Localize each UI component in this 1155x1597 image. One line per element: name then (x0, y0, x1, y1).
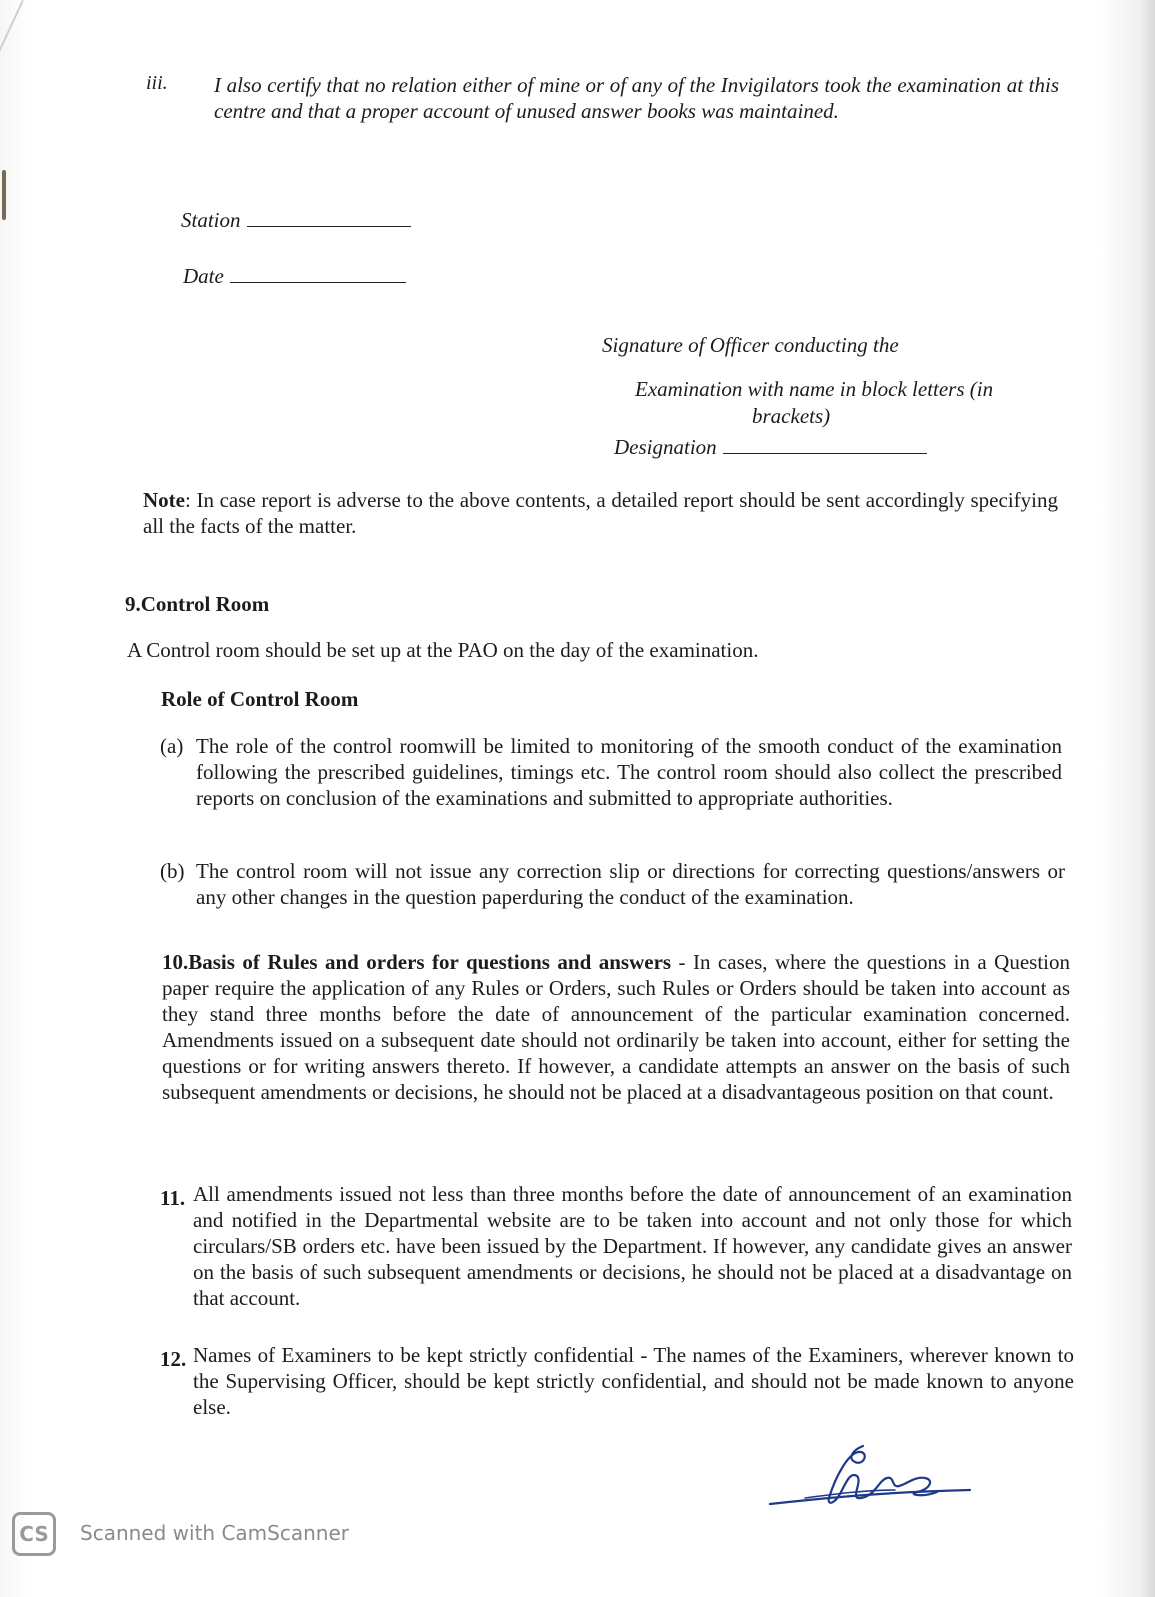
section-10-paragraph (162, 949, 1070, 1105)
page-edge-mark (2, 170, 6, 220)
list-item-text: The control room will not issue any correction slip or directions for correcting questions/answers or any other changes in the question paperduring the conduct of the examination. (196, 859, 1065, 909)
date-label: Date (183, 264, 224, 288)
list-item-label: (b) (160, 859, 185, 883)
handwritten-signature (765, 1440, 980, 1515)
date-blank-line (230, 262, 406, 283)
designation-label: Designation (614, 435, 717, 459)
note-text: : In case report is adverse to the above contents, a detailed report should be sent accordingly specifying all the facts of the matter. (143, 488, 1058, 538)
list-item-label: (a) (160, 734, 184, 758)
note-label: Note (143, 488, 185, 512)
station-blank-line (247, 206, 411, 227)
signature-line-2: Examination with name in block letters (in (635, 377, 994, 401)
station-field (181, 206, 411, 233)
section-11-number: 11. (160, 1186, 186, 1210)
date-field (183, 262, 406, 289)
role-of-control-room-heading: Role of Control Room (161, 687, 359, 711)
designation-blank-line (723, 433, 927, 454)
section-9-heading: 9.Control Room (125, 592, 270, 616)
certification-text: I also certify that no relation either of mine or of any of the Invigilators took the examination at this centre and that a proper account of unused answer books was maintained. (214, 73, 1059, 123)
certification-marker: iii. (146, 72, 168, 94)
signature-line-1: Signature of Officer conducting the (602, 333, 899, 357)
camscanner-watermark-text: Scanned with CamScanner (80, 1521, 349, 1545)
list-item-text: The role of the control roomwill be limited to monitoring of the smooth conduct of the examination following the prescribed guidelines, timings etc. The control room should also collect the prescribed reports on conclusion of the examinations and submitted to appropriate authorities. (196, 734, 1062, 810)
section-12-number: 12. (160, 1347, 187, 1371)
section-9-intro: A Control room should be set up at the PAO on the day of the examination. (127, 638, 759, 662)
section-10-heading: 10.Basis of Rules and orders for questions and answers (162, 950, 672, 974)
list-item (160, 733, 1062, 811)
station-label: Station (181, 208, 241, 232)
section-12 (160, 1342, 1074, 1420)
signature-line-3: brackets) (752, 404, 831, 428)
section-11 (160, 1181, 1072, 1311)
camscanner-logo-icon: CS (12, 1512, 56, 1556)
section-10-text: - In cases, where the questions in a Question paper require the application of any Rules or Orders, such Rules or Orders should be taken into account as they stand three months before the date of announcement of the particular examination concerned. Amendments issued on a subsequent date should not ordinarily be taken into account, either for setting the questions or for writing answers thereto. If however, a candidate attempts an answer on the basis of such subsequent amendments or decisions, he should not be placed at a disadvantageous position on that count. (162, 950, 1070, 1104)
section-12-text: Names of Examiners to be kept strictly confidential - The names of the Examiners, wherever known to the Supervising Officer, should be kept strictly confidential, and should not be made known to anyone else. (193, 1343, 1074, 1419)
note-paragraph (143, 487, 1058, 539)
list-item (160, 858, 1065, 910)
section-11-text: All amendments issued not less than three months before the date of announcement of an examination and notified in the Departmental website are to be taken into account and not only those for which circulars/SB orders etc. have been issued by the Department. If however, any candidate gives an answer on the basis of such subsequent amendments or decisions, he should not be placed at a disadvantage on that account. (193, 1182, 1072, 1310)
designation-field (614, 433, 927, 460)
page-edge-line (0, 0, 24, 164)
